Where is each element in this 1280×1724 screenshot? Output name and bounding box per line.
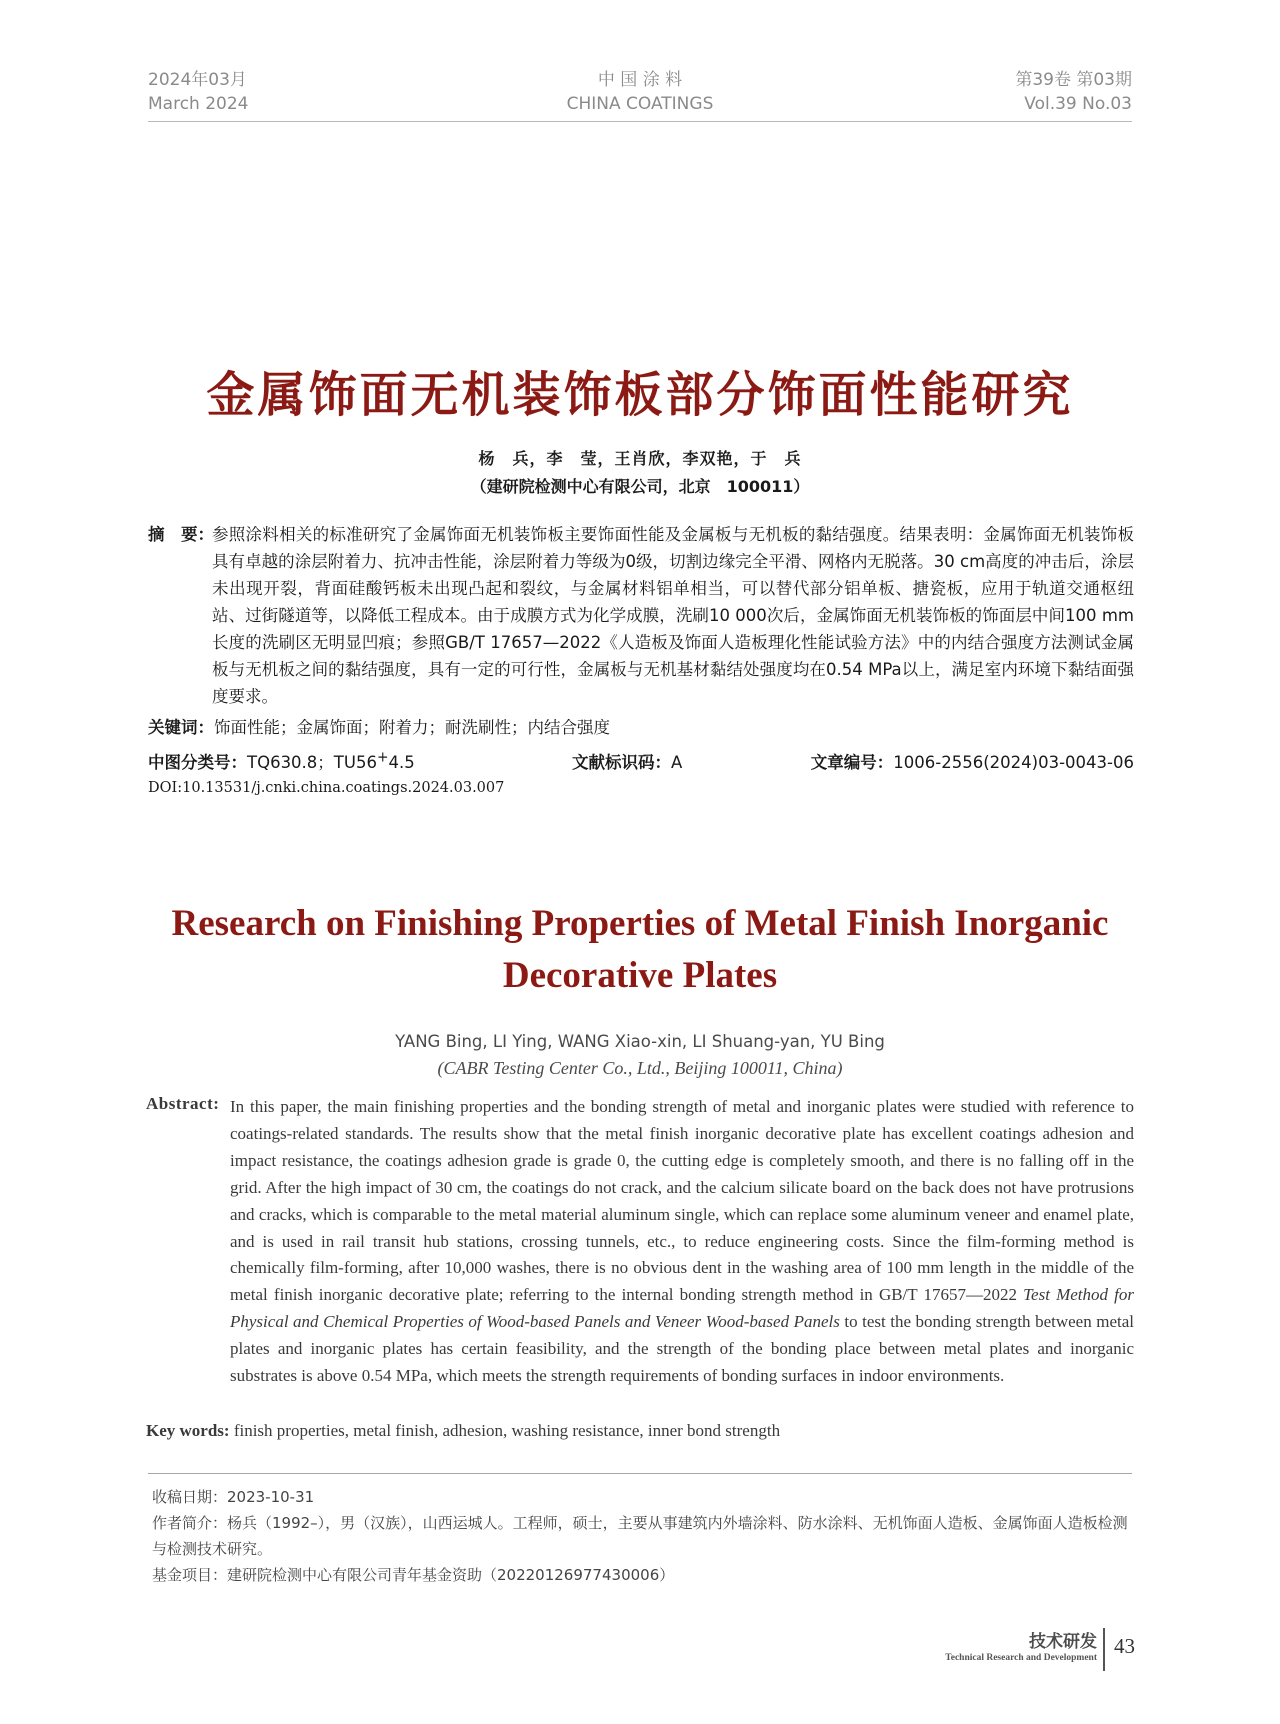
en-abstract-part1: In this paper, the main finishing properties and the bonding strength of metal and inorganic plates were studied with reference to coatings-related standards. The results show that the metal finish inorganic decorative plate has excellent coatings adhesion and impact resistance, the coatings adhesion grade is grade 0, the cutting edge is completely smooth, and there is no falling off in the grid. After the high impact of 30 cm, the coatings do not crack, and the calcium silicate board on the back does not have protrusions and cracks, which is comparable to the metal material aluminum single, which can replace some aluminum veneer and enamel plate, and is used in rail transit hub stations, crossing tunnels, etc., to reduce engineering costs. Since the film-forming method is chemically film-forming, after 10,000 washes, there is no obvious dent in the washing area of 100 mm length in the middle of the metal finish inorganic decorative plate; referring to the internal bonding strength method in GB/T 17657—2022 — [230, 1097, 1134, 1305]
header-journal-cn: 中 国 涂 料 — [597, 70, 683, 90]
en-affiliation: (CABR Testing Center Co., Ltd., Beijing 100011, China) — [437, 1058, 843, 1078]
cn-article-no-label: 文章编号： — [810, 753, 894, 772]
footnote-divider — [148, 1473, 1132, 1474]
cn-affiliation: （建研院检测中心有限公司，北京 100011） — [470, 477, 810, 496]
en-abstract-standard-title: Test Method for Physical and Chemical Properties of Wood-based Panels and Veneer Wood-based Panels — [230, 1285, 1135, 1332]
header-date-en: March 2024 — [148, 94, 249, 114]
en-title-line1: Research on Finishing Properties of Metal Finish Inorganic — [171, 903, 1109, 944]
en-title — [100, 898, 1180, 1002]
cn-doc-code-label: 文献标识码： — [572, 753, 671, 772]
en-keywords-value: finish properties, metal finish, adhesion, washing resistance, inner bond strength — [233, 1421, 781, 1440]
cn-clc-label: 中图分类号： — [148, 753, 247, 772]
en-abstract-part2: to test the bonding strength between metal plates and inorganic plates has certain feasibility, and the strength of the bonding place between metal plates and inorganic substrates is above 0.54 MPa, which meets the strength requirements of bonding surfaces in indoor environments. — [230, 1312, 1134, 1386]
cn-clc-value-a: TQ630.8；TU56 — [247, 753, 377, 772]
footnote-fund: 基金项目：建研院检测中心有限公司青年基金资助（20220126977430006） — [152, 1566, 675, 1584]
page-number: 43 — [1114, 1634, 1135, 1658]
cn-clc — [148, 749, 415, 773]
cn-abstract: 参照涂料相关的标准研究了金属饰面无机装饰板主要饰面性能及金属板与无机板的黏结强度。结果表明：金属饰面无机装饰板具有卓越的涂层附着力、抗冲击性能，涂层附着力等级为0级，切割边缘完全平滑、网格内无脱落。30 cm高度的冲击后，涂层未出现开裂，背面硅酸钙板未出现凸起和裂纹，与金属材料铝单相当，可以替代部分铝单板、搪瓷板，应用于轨道交通枢纽站、过街隧道等，以降低工程成本。由于成膜方式为化学成膜，洗刷10 000次后，金属饰面无机装饰板的饰面层中间100 mm长度的洗刷区无明显凹痕；参照GB/T 17657—2022《人造板及饰面人造板理化性能试验方法》中的内结合强度方法测试金属板与无机板之间的黏结强度，具有一定的可行性，金属板与无机基材黏结处强度均在0.54 MPa以上，满足室内环境下黏结面强度要求。 — [212, 525, 1134, 706]
header-volume-en: Vol.39 No.03 — [1024, 94, 1132, 114]
en-abstract-label: Abstract: — [146, 1094, 220, 1113]
cn-title: 金属饰面无机装饰板部分饰面性能研究 — [206, 367, 1074, 423]
cn-article-no — [811, 749, 1134, 773]
en-keywords-label: Key words: — [146, 1421, 230, 1440]
header-divider — [148, 121, 1132, 122]
cn-doc-code — [572, 749, 682, 773]
cn-abstract-label: 摘 要： — [148, 525, 214, 544]
footer-section-en: Technical Research and Development — [945, 1653, 1097, 1663]
cn-keywords-label: 关键词： — [148, 718, 214, 737]
footer-divider-bar — [1103, 1628, 1105, 1671]
cn-clc-value-b: 4.5 — [388, 753, 415, 772]
cn-keywords-value: 饰面性能；金属饰面；附着力；耐洗刷性；内结合强度 — [214, 718, 610, 737]
en-abstract — [230, 1094, 1134, 1390]
doi: DOI:10.13531/j.cnki.china.coatings.2024.03.007 — [148, 780, 505, 796]
header-journal-en: CHINA COATINGS — [566, 94, 714, 114]
cn-doc-code-value: A — [671, 753, 683, 772]
cn-keywords — [148, 714, 610, 738]
footnote-author-bio: 作者简介：杨兵（1992–），男（汉族），山西运城人。工程师，硕士，主要从事建筑内外墙涂料、防水涂料、无机饰面人造板、金属饰面人造板检测与检测技术研究。 — [152, 1514, 1128, 1558]
cn-authors: 杨 兵，李 莹，王肖欣，李双艳，于 兵 — [478, 449, 802, 468]
cn-article-no-value: 1006-2556(2024)03-0043-06 — [893, 753, 1134, 772]
footer-section-cn: 技术研发 — [1029, 1632, 1097, 1652]
header-volume-cn: 第39卷 第03期 — [1015, 70, 1132, 90]
en-title-line2: Decorative Plates — [502, 955, 778, 996]
en-keywords — [146, 1421, 780, 1441]
header-volume — [1015, 68, 1132, 116]
en-authors: YANG Bing, LI Ying, WANG Xiao-xin, LI Shuang-yan, YU Bing — [395, 1032, 885, 1051]
header-date-cn: 2024年03月 — [148, 70, 247, 90]
cn-clc-sup: + — [376, 749, 389, 766]
footnote-received: 收稿日期：2023-10-31 — [152, 1488, 315, 1506]
